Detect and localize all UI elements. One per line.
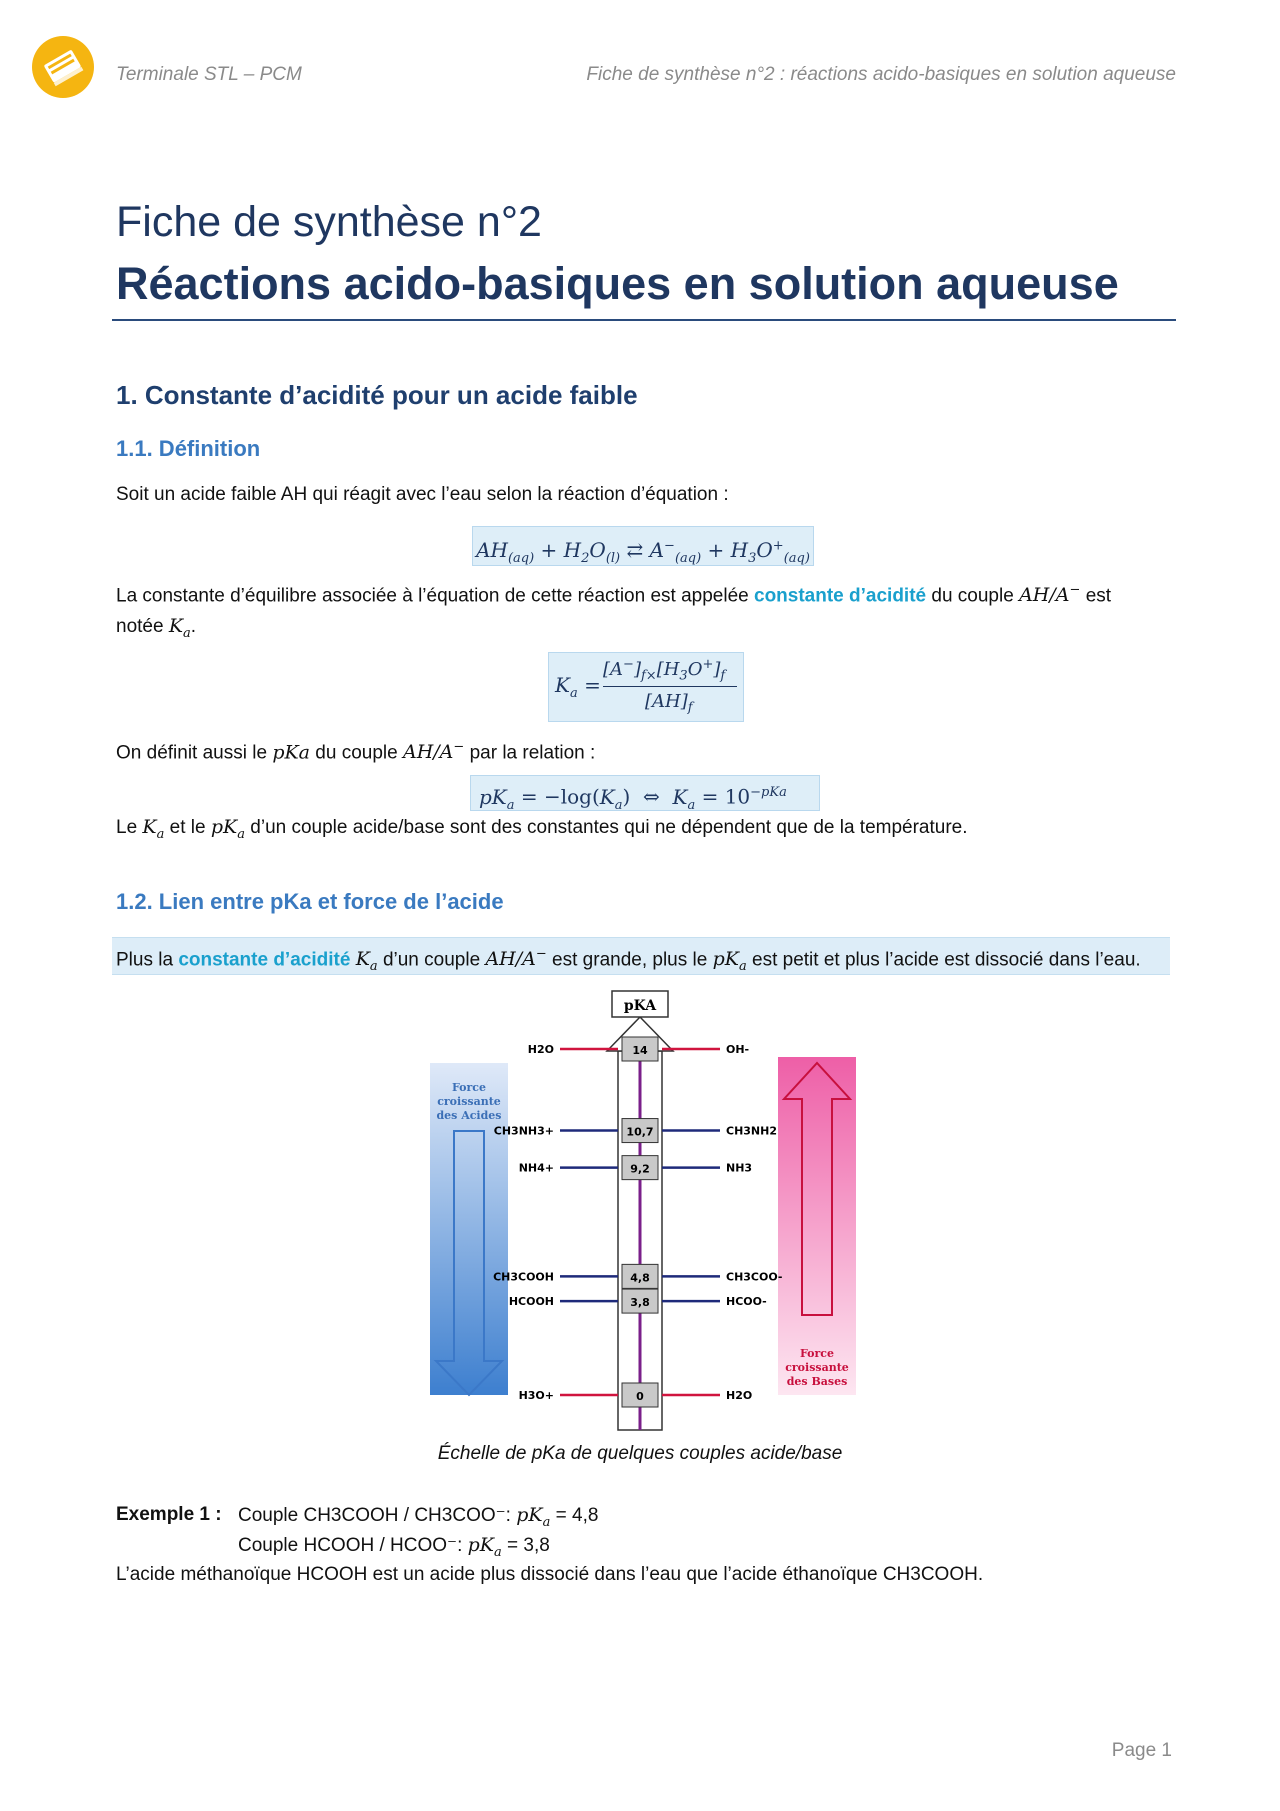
base-label: OH- bbox=[726, 1043, 750, 1056]
ka-formula: $K_a$ = $[A^-]_{f\times}[H_3O^+]_f$ $[AH]_f$ bbox=[548, 652, 744, 722]
base-label: CH3NH2 bbox=[726, 1124, 777, 1138]
base-arrow-label-1: Force bbox=[799, 1347, 835, 1360]
acid-arrow-label-2: croissante bbox=[437, 1095, 501, 1108]
term-constante-acidite: constante d’acidité bbox=[754, 585, 927, 607]
acid-label: H3O+ bbox=[518, 1389, 554, 1402]
reaction-equation: $AH_{(aq)} + H_2O_{(l)}$ ⇄ $A^-_{(aq)} + H_3O^+_{(aq)}$ bbox=[472, 526, 814, 566]
pka-value-label: 0 bbox=[636, 1390, 644, 1403]
base-arrow-label-3: des Bases bbox=[786, 1375, 848, 1388]
example-label: Exemple 1 : bbox=[116, 1504, 222, 1525]
acid-arrow-label-1: Force bbox=[451, 1081, 487, 1094]
header-left: Terminale STL – PCM bbox=[116, 64, 302, 85]
temperature-note: Le $K_a$ et le $pK_a$ d’un couple acide/base sont des constantes qui ne dépendent que de la température. bbox=[116, 816, 968, 842]
diagram-caption: Échelle de pKa de quelques couples acide/base bbox=[437, 1443, 843, 1464]
acid-arrow-label-3: des Acides bbox=[436, 1109, 502, 1122]
base-label: H2O bbox=[726, 1389, 753, 1402]
pka-value-label: 3,8 bbox=[630, 1296, 650, 1310]
page-title-line1: Fiche de synthèse n°2 bbox=[116, 198, 542, 246]
acid-label: CH3COOH bbox=[493, 1270, 554, 1284]
base-label: NH3 bbox=[726, 1161, 753, 1175]
example-conclusion: L’acide méthanoïque HCOOH est un acide plus dissocié dans l’eau que l’acide éthanoïque CH3COOH. bbox=[116, 1564, 984, 1585]
base-strength-arrow bbox=[778, 1057, 856, 1395]
ka-definition-paragraph: La constante d’équilibre associée à l’équation de cette réaction est appelée constante d’acidité du couple AH/A− est notée $K_a$. bbox=[116, 583, 1112, 642]
header-right: Fiche de synthèse n°2 : réactions acido-basiques en solution aqueuse bbox=[586, 64, 1176, 85]
page-number: Page 1 bbox=[1111, 1740, 1172, 1761]
base-label: CH3COO- bbox=[726, 1270, 783, 1284]
acid-label: H2O bbox=[527, 1043, 554, 1056]
pka-value-label: 14 bbox=[632, 1044, 648, 1057]
pka-definition-paragraph: On définit aussi le pKa du couple AH/A− par la relation : bbox=[116, 740, 596, 764]
pka-value-label: 10,7 bbox=[626, 1125, 654, 1139]
acid-label: NH4+ bbox=[518, 1161, 554, 1175]
pka-value-label: 4,8 bbox=[630, 1271, 650, 1285]
pka-scale-diagram bbox=[420, 985, 870, 1435]
section-heading: 1. Constante d’acidité pour un acide faible bbox=[116, 380, 638, 410]
page-title-line2: Réactions acido-basiques en solution aqueuse bbox=[116, 258, 1119, 309]
example-line-1: Couple CH3COOH / CH3COO⁻: $pK_a = 4,8$ bbox=[238, 1504, 599, 1530]
pka-axis-label: pKA bbox=[623, 998, 657, 1014]
title-divider bbox=[112, 319, 1176, 321]
base-arrow-label-2: croissante bbox=[785, 1361, 849, 1374]
key-statement: Plus la constante d’acidité $K_a$ d’un couple AH/A− est grande, plus le $pK_a$ est petit et plus l’acide est dissocié dans l’eau. bbox=[116, 947, 1141, 975]
acid-label: CH3NH3+ bbox=[493, 1124, 554, 1138]
acid-label: HCOOH bbox=[508, 1295, 554, 1309]
logo-icon bbox=[32, 36, 94, 98]
intro-paragraph: Soit un acide faible AH qui réagit avec l’eau selon la réaction d’équation : bbox=[116, 484, 729, 505]
subsection-heading-definition: 1.1. Définition bbox=[116, 436, 261, 461]
base-label: HCOO- bbox=[726, 1295, 767, 1309]
subsection-heading-lien: 1.2. Lien entre pKa et force de l’acide bbox=[116, 889, 504, 914]
pka-value-label: 9,2 bbox=[630, 1162, 650, 1176]
example-line-2: Couple HCOOH / HCOO⁻: $pK_a = 3,8$ bbox=[238, 1534, 550, 1560]
pka-relation: $pK_a = -\log(K_a)$ ⇔ $K_a = 10^{-pKa}$ bbox=[470, 775, 820, 811]
